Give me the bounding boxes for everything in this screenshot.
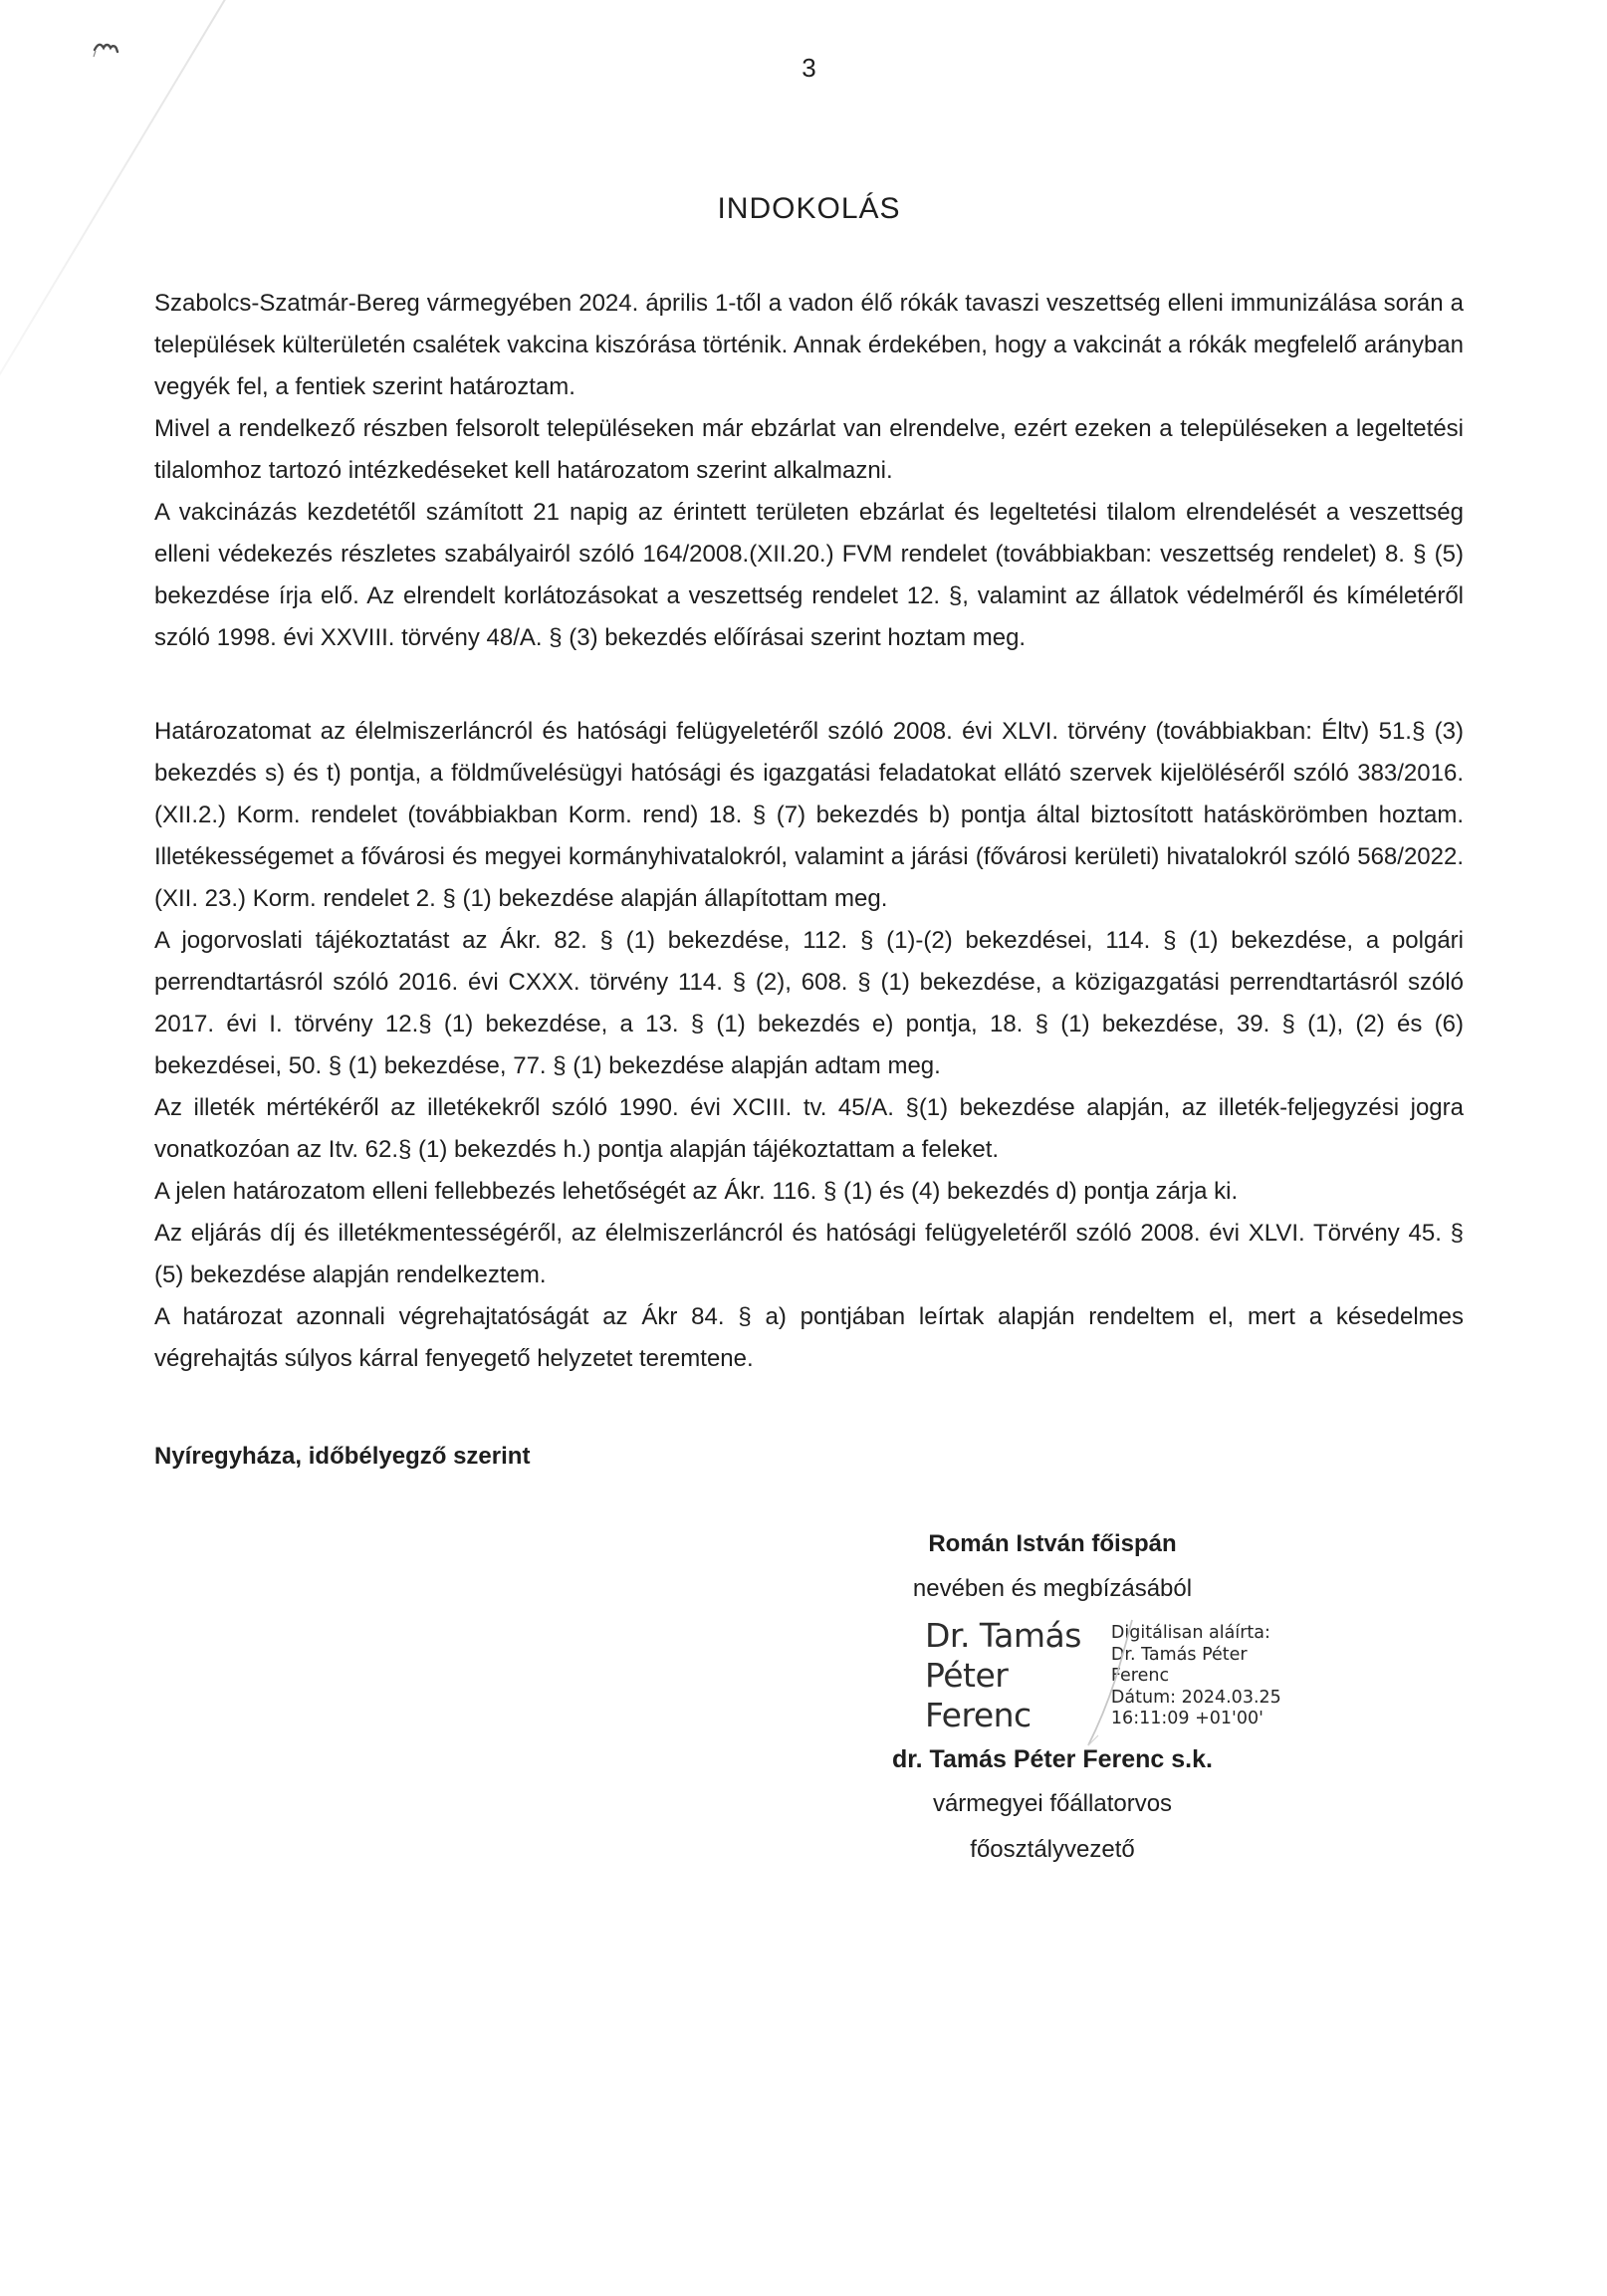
section-heading: INDOKOLÁS [717,192,901,225]
body-paragraph: Határozatomat az élelmiszerláncról és hatósági felügyeletéről szóló 2008. évi XLVI. törvény (továbbiakban: Éltv) 51.§ (3) bekezdés s) és t) pontja, a földművelésügyi hatósági és igazgatási feladatokat ellátó szervek kijelöléséről szóló 383/2016.(XII.2.) Korm. rendelet (továbbiakban Korm. rend) 18. § (7) bekezdés b) pontja által biztosított hatáskörömben hoztam. Illetékességemet a fővárosi és megyei kormányhivatalokról, valamint a járási (fővárosi kerületi) hivatalokról szóló 568/2022. (XII. 23.) Korm. rendelet 2. § (1) bekezdése alapján állapítottam meg. [154,718,1464,912]
digital-signature-note-line: Digitálisan aláírta: [1110,1623,1270,1643]
digital-signature-note-line: Ferenc [1110,1666,1170,1686]
body-paragraph: Szabolcs-Szatmár-Bereg vármegyében 2024. április 1-től a vadon élő rókák tavaszi veszettség elleni immunizálása során a települések külterületén csalétek vakcina kiszórása történik. Annak érdekében, hogy a vakcinát a rókák megfelelő arányban vegyék fel, a fentiek szerint határoztam. [154,290,1464,400]
digital-signature-name-line: Ferenc [925,1696,1032,1734]
pen-mark-icon [92,40,121,58]
document-body [154,283,1464,1380]
digital-signature-name-line: Dr. Tamás [925,1616,1081,1655]
body-paragraph: A jogorvoslati tájékoztatást az Ákr. 82. § (1) bekezdése, 112. § (1)-(2) bekezdései, 114. § (1) bekezdése, a polgári perrendtartásról szóló 2016. évi CXXX. törvény 114. § (2), 608. § (1) bekezdése, a közigazgatási perrendtartásról szóló 2017. évi I. törvény 12.§ (1) bekezdése, a 13. § (1) bekezdés e) pontja, 18. § (1) bekezdése, 39. § (1), (2) és (6) bekezdései, 50. § (1) bekezdése, 77. § (1) bekezdése alapján adtam meg. [154,927,1464,1079]
signature-swoosh [1074,1618,1144,1762]
page-number: 3 [802,53,816,83]
closing-dateline: Nyíregyháza, időbélyegző szerint [154,1443,531,1470]
signature-stroke-icon [1074,1618,1144,1757]
signature-principal: Román István főispán [928,1530,1177,1557]
scan-artifact-mark [92,40,121,63]
signature-block [794,1521,1311,1873]
digital-signature-note-line: Dr. Tamás Péter [1110,1644,1248,1665]
signature-on-behalf: nevében és megbízásából [912,1575,1193,1602]
digital-signature-note-line: Dátum: 2024.03.25 [1110,1687,1281,1708]
digital-signature-name-line: Péter [925,1656,1009,1695]
body-paragraph: A jelen határozatom elleni fellebbezés lehetőségét az Ákr. 116. § (1) és (4) bekezdés d) pontja zárja ki. [154,1178,1239,1205]
signature-role-2: főosztályvezető [970,1836,1135,1863]
body-paragraph: Mivel a rendelkező részben felsorolt településeken már ebzárlat van elrendelve, ezért ezeken a településeken a legeltetési tilalomhoz tartozó intézkedéseket kell határozatom szerint alkalmazni. [154,415,1464,484]
body-paragraph: A határozat azonnali végrehajtatóságát az Ákr 84. § a) pontjában leírtak alapján rendeltem el, mert a késedelmes végrehajtás súlyos kárral fenyegető helyzetet teremtene. [154,1303,1464,1372]
body-paragraph: Az eljárás díj és illetékmentességéről, az élelmiszerláncról és hatósági felügyeletéről szóló 2008. évi XLVI. Törvény 45. § (5) bekezdése alapján rendelkeztem. [154,1220,1464,1288]
signature-role-1: vármegyei főállatorvos [932,1790,1173,1817]
digital-signature-name [925,1616,1081,1735]
digital-signature-note-line: 16:11:09 +01'00' [1110,1709,1263,1728]
signature-signer-name: dr. Tamás Péter Ferenc s.k. [892,1745,1213,1773]
body-paragraph: A vakcinázás kezdetétől számított 21 napig az érintett területen ebzárlat és legeltetési tilalom elrendelését a veszettség elleni védekezés részletes szabályairól szóló 164/2008.(XII.20.) FVM rendelet (továbbiakban: veszettség rendelet) 8. § (5) bekezdése írja elő. Az elrendelt korlátozásokat a veszettség rendelet 12. §, valamint az állatok védelméről és kíméletéről szóló 1998. évi XXVIII. törvény 48/A. § (3) bekezdés előírásai szerint hoztam meg. [154,499,1464,651]
body-paragraph: Az illeték mértékéről az illetékekről szóló 1990. évi XCIII. tv. 45/A. §(1) bekezdése alapján, az illeték-feljegyzési jogra vonatkozóan az Itv. 62.§ (1) bekezdés h.) pontja alapján tájékoztattam a feleket. [154,1094,1464,1163]
digital-signature-stamp [925,1616,1281,1735]
